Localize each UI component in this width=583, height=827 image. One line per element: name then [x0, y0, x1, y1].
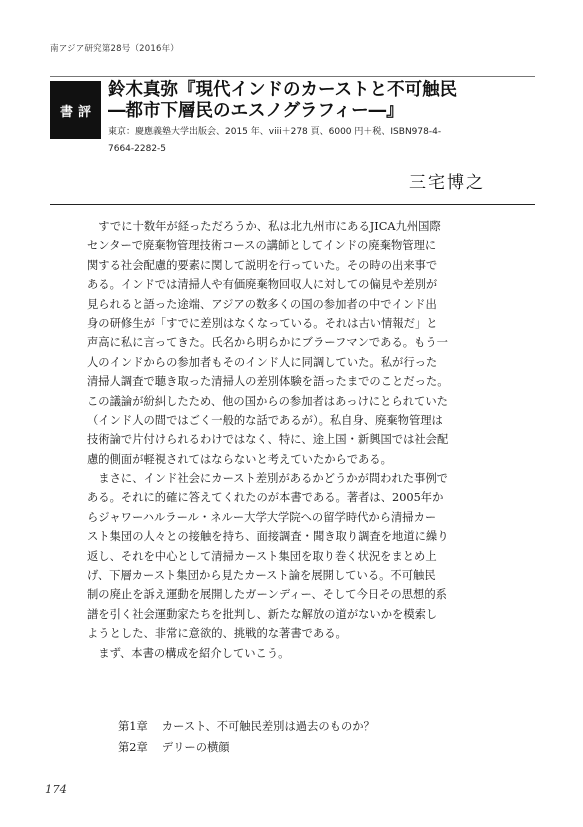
review-body-text	[87, 217, 497, 663]
body-line: 声高に私に言ってきた。氏名から明らかにブラーフマンである。もう一	[87, 336, 448, 350]
chapter-title: デリーの横顔	[161, 741, 230, 754]
publication-details-line-2: 7664-2282-5	[108, 144, 167, 154]
chapter-title: カースト、不可触民差別は過去のものか？	[161, 720, 375, 733]
body-line: 返し、それを中心として清掃カースト集団を取り巻く状況をまとめ上	[87, 549, 437, 563]
body-line: 技術論で片付けられるわけではなく、特に、途上国・新興国では社会配	[87, 433, 449, 447]
book-review-badge: 書評	[50, 81, 101, 139]
body-line: 身の研修生が「すでに差別はなくなっている。それは古い情報だ」と	[87, 316, 438, 330]
body-line: （インド人の間ではごく一般的な話であるが）。私自身、廃棄物管理は	[87, 413, 443, 427]
body-line: 関する社会配慮的要素に関して説明を行っていた。その時の出来事で	[87, 258, 438, 272]
reviewer-name: 三宅博之	[409, 173, 485, 193]
body-line: げ、下層カースト集団から見たカースト論を展開している。不可触民	[87, 569, 436, 583]
body-line: 慮的側面が軽視されてはならないと考えていたからである。	[87, 452, 392, 466]
body-line: この議論が紛糾したため、他の国からの参加者はあっけにとられていた	[87, 394, 448, 408]
body-line: スト集団の人々との接触を持ち、面接調査・聞き取り調査を地道に繰り	[87, 530, 449, 544]
journal-running-header: 南アジア研究第28号（2016年）	[50, 44, 180, 54]
body-line: らジャワーハルラール・ネルー大学大学院への留学時代から清掃カー	[87, 510, 437, 524]
top-divider	[50, 76, 535, 77]
bottom-divider	[50, 204, 535, 205]
body-line: ようとした、非常に意欲的、挑戦的な著書である。	[87, 627, 347, 641]
chapter-item	[118, 716, 375, 737]
body-line: すでに十数年が経っただろうか、私は北九州市にあるJICA九州国際	[87, 220, 441, 233]
body-line: センターで廃棄物管理技術コースの講師としてインドの廃棄物管理に	[87, 239, 437, 253]
book-title	[108, 80, 538, 122]
body-line: ある。インドでは清掃人や有価廃棄物回収人に対しての偏見や差別が	[87, 278, 438, 292]
body-line: まず、本書の構成を紹介していこう。	[87, 646, 290, 660]
book-title-line-1: 鈴木真弥『現代インドのカーストと不可触民	[108, 80, 458, 100]
chapter-item	[118, 737, 375, 758]
publication-details-line-1: 東京：慶應義塾大学出版会、2015 年、viii＋278 頁、6000 円＋税、ISBN978-4-	[108, 127, 442, 137]
chapter-number: 第2章	[118, 741, 148, 754]
publication-details	[108, 124, 528, 158]
body-line: 制の廃止を訴え運動を展開したガーンディー、そして今日その思想的系	[87, 588, 447, 602]
body-line: 譜を引く社会運動家たちを批判し、新たな解放の道がないかを模索し	[87, 607, 438, 621]
chapter-list	[118, 716, 375, 758]
body-line: 人のインドからの参加者もそのインド人に同調していた。私が行った	[87, 355, 438, 369]
chapter-number: 第1章	[118, 720, 148, 733]
book-title-line-2: ―都市下層民のエスノグラフィー―』	[108, 101, 404, 121]
body-line: ある。それに的確に答えてくれたのが本書である。著者は、2005年か	[87, 491, 444, 505]
body-line: 清掃人調査で聴き取った清掃人の差別体験を語ったまでのことだった。	[87, 375, 449, 389]
body-line: 見られると語った途端、アジアの数多くの国の参加者の中でインド出	[87, 297, 437, 311]
page-number: 174	[45, 782, 67, 796]
body-line: まさに、インド社会にカースト差別があるかどうかが問われた事例で	[87, 472, 448, 486]
